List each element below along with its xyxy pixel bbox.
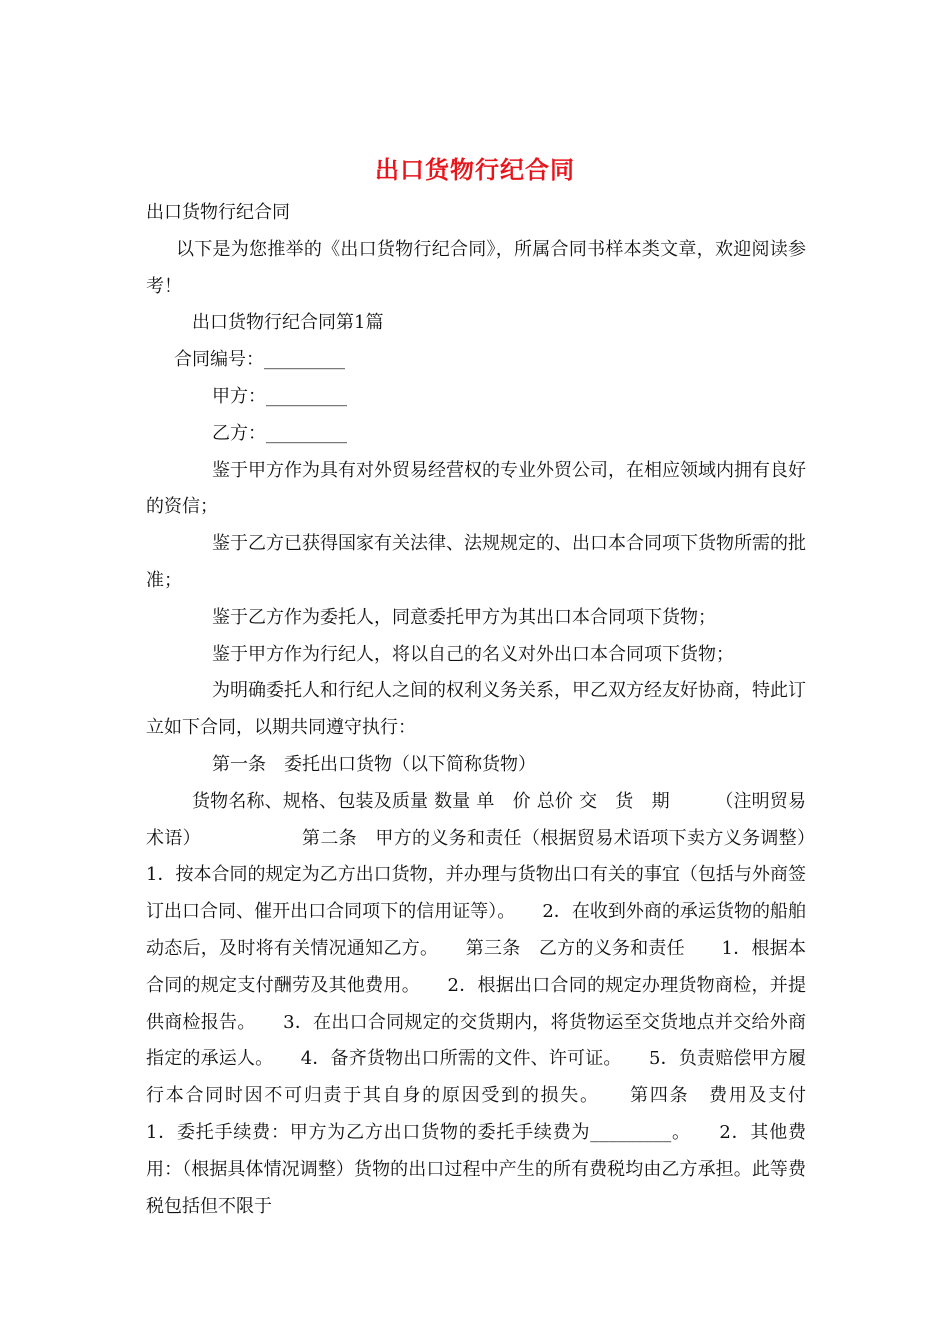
contract-number-field: 合同编号：_________	[174, 349, 345, 371]
section-heading: 出口货物行纪合同第1篇	[192, 312, 384, 334]
party-a-field: 甲方：_________	[212, 385, 347, 407]
article-heading: 第一条 委托出口货物（以下简称货物）	[212, 753, 536, 775]
doc-subtitle: 出口货物行纪合同	[146, 202, 290, 223]
recital-paragraph: 鉴于甲方作为行纪人，将以自己的名义对外出口本合同项下货物；	[212, 643, 734, 665]
document-body	[146, 195, 842, 1225]
article-body: 货物名称、规格、包装及质量 数量 单 价 总价 交 货 期 （注明贸易术语） 第二条 甲方的义务和责任（根据贸易术语项下卖方义务调整） 1．按本合同的规定为乙方出口货物，并办理与货物出口有关的事宜（包括与外商签订出口合同、催开出口合同项下的信用证等）。 2．在收到外商的承运货物的船舶动态后，及时将有关情况通知乙方。 第三条 乙方的义务和责任 1．根据本合同的规定支付酬劳及其他费用。 2．根据出口合同的规定办理货物商检，并提供商检报告。 3．在出口合同规定的交货期内，将货物运至交货地点并交给外商指定的承运人。 4．备齐货物出口所需的文件、许可证。 5．负责赔偿甲方履行本合同时因不可归责于其自身的原因受到的损失。 第四条 费用及支付 1．委托手续费：甲方为乙方出口货物的委托手续费为_________。 2．其他费用：（根据具体情况调整）货物的出口过程中产生的所有费税均由乙方承担。此等费税包括但不限于	[146, 790, 842, 1217]
intro-paragraph: 以下是为您推举的《出口货物行纪合同》，所属合同书样本类文章，欢迎阅读参考！	[146, 238, 806, 297]
document-title: 出口货物行纪合同	[375, 155, 575, 184]
recital-paragraph: 鉴于乙方作为委托人，同意委托甲方为其出口本合同项下货物；	[212, 606, 716, 628]
recital-paragraph: 鉴于乙方已获得国家有关法律、法规规定的、出口本合同项下货物所需的批准；	[146, 533, 806, 591]
recital-paragraph: 鉴于甲方作为具有对外贸易经营权的专业外贸公司，在相应领域内拥有良好的资信；	[146, 459, 806, 518]
recital-paragraph: 为明确委托人和行纪人之间的权利义务关系，甲乙双方经友好协商，特此订立如下合同，以期共同遵守执行：	[146, 680, 806, 739]
party-b-field: 乙方：_________	[212, 422, 347, 444]
